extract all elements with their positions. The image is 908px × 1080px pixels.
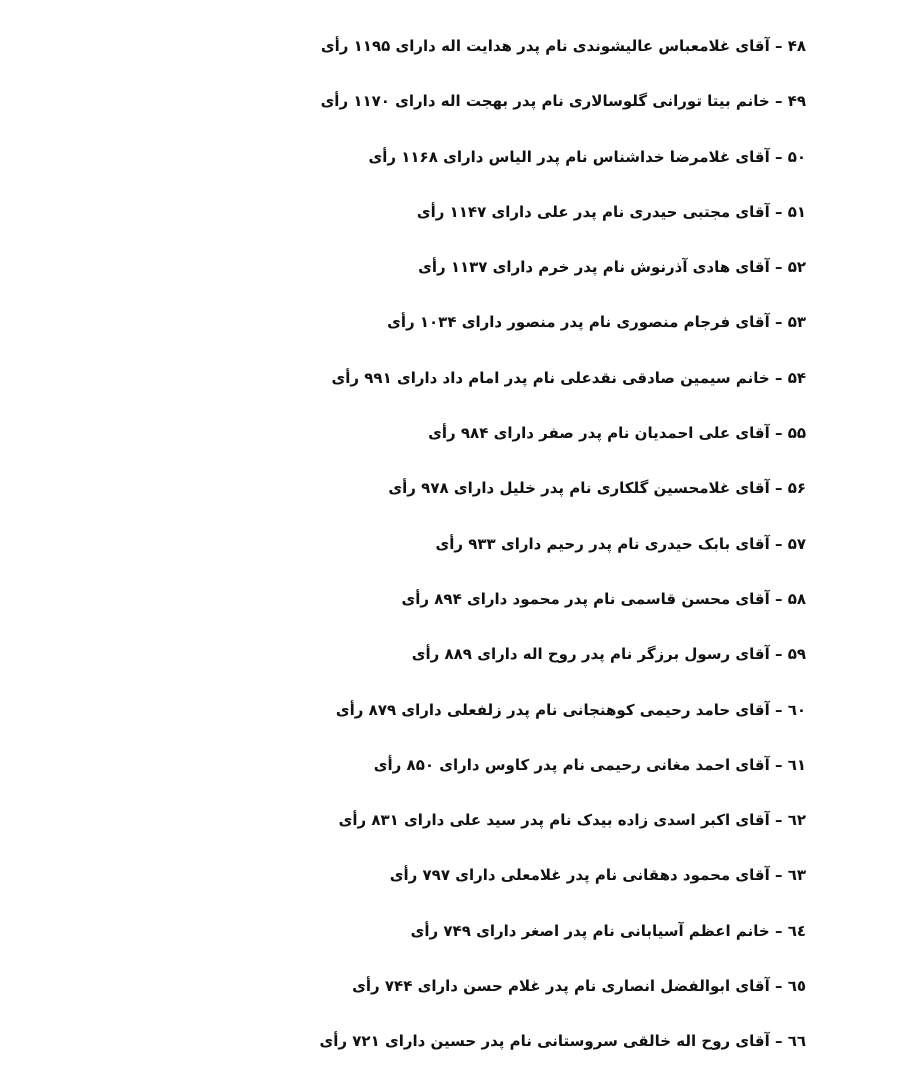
list-item: ٦٥ – آقای ابوالفضل انصاری نام پدر غلام حسن دارای ۷۴۴ رأی bbox=[352, 977, 806, 996]
candidate-list bbox=[246, 24, 806, 1075]
list-item: ۵۹ – آقای رسول برزگر نام پدر روح اله دارای ۸۸۹ رأی bbox=[411, 645, 806, 664]
list-item: ٦٤ – خانم اعظم آسیابانی نام پدر اصغر دارای ۷۴۹ رأی bbox=[410, 921, 806, 940]
list-item: ۵۷ – آقای بابک حیدری نام پدر رحیم دارای ۹۳۳ رأی bbox=[435, 534, 806, 553]
list-item: ۵۸ – آقای محسن قاسمی نام پدر محمود دارای ۸۹۴ رأی bbox=[401, 589, 806, 608]
list-item: ۵۳ – آقای فرجام منصوری نام پدر منصور دارای ۱۰۳۴ رأی bbox=[387, 313, 806, 332]
list-item: ۴۸ – آقای غلامعباس عالیشوندی نام پدر هدایت اله دارای ۱۱۹۵ رأی bbox=[320, 37, 806, 55]
list-item: ٦۱ – آقای احمد مغانی رحیمی نام پدر کاوس دارای ۸۵۰ رأی bbox=[373, 755, 806, 774]
list-item: ٦۲ – آقای اکبر اسدی زاده بیدک نام پدر سید علی دارای ۸۳۱ رأی bbox=[338, 811, 806, 830]
list-item: ۵۲ – آقای هادی آذرنوش نام پدر خرم دارای ۱۱۳۷ رأی bbox=[418, 258, 806, 277]
list-item: ٦۰ – آقای حامد رحیمی کوهنجانی نام پدر زلفعلی دارای ۸۷۹ رأی bbox=[335, 700, 806, 719]
list-item: ۵۱ – آقای مجتبی حیدری نام پدر علی دارای ۱۱۴۷ رأی bbox=[416, 202, 806, 221]
list-item: ۵۰ – آقای غلامرضا خداشناس نام پدر الیاس دارای ۱۱۶۸ رأی bbox=[368, 147, 806, 166]
list-item: ۴۹ – خانم بیتا تورانی گلوسالاری نام پدر بهجت اله دارای ۱۱۷۰ رأی bbox=[320, 92, 806, 111]
list-item: ۵۵ – آقای علی احمدیان نام پدر صفر دارای ۹۸۴ رأی bbox=[428, 424, 806, 443]
list-item: ٦٦ – آقای روح اله خالقی سروستانی نام پدر حسین دارای ۷۲۱ رأی bbox=[319, 1032, 806, 1051]
list-item: ۵۶ – آقای غلامحسین گلکاری نام پدر خلیل دارای ۹۷۸ رأی bbox=[388, 479, 806, 498]
list-item: ۵۴ – خانم سیمین صادقی نقدعلی نام پدر امام داد دارای ۹۹۱ رأی bbox=[331, 368, 806, 387]
list-item: ٦۳ – آقای محمود دهقانی نام پدر غلامعلی دارای ۷۹۷ رأی bbox=[389, 866, 806, 885]
